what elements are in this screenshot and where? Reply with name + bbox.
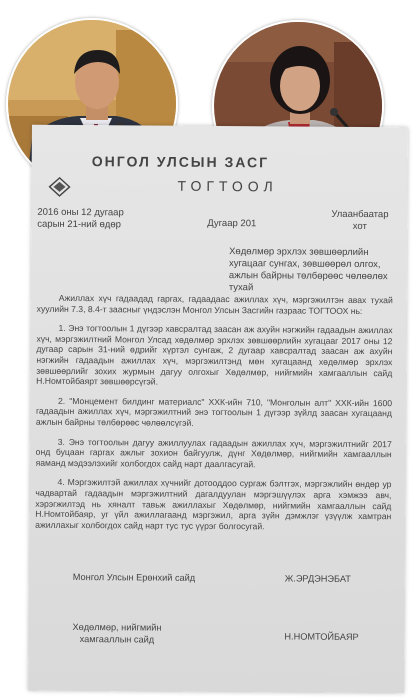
signature-title-labour-minister [72, 621, 161, 646]
city-line-2: хот [352, 220, 367, 233]
paragraph-preamble: Ажиллах хүч гадаадад гаргах, гадаадаас ажиллах хүч, мэргэжилтэн авах тухай хуулийн 7.3, 8.4-т заасныг үндэслэн Монгол Улсын Засгийн газраас ТОГТООХ нь: [36, 292, 393, 316]
document-body [35, 293, 393, 542]
document-subject: Хөдөлмөр эрхлэх зөвшөөрлийн хугацааг сунгах, зөвшөөрөл олгох, ажлын байрны төлбөрөөс чөлөөлөх тухай [228, 246, 388, 294]
city-line-1: Улаанбаатар [331, 208, 389, 221]
signature-name-prime-minister: Ж.ЭРДЭНЭБАТ [284, 573, 351, 584]
paragraph-1: 1. Энэ тогтоолын 1 дүгээр хавсралтад заасан аж ахуйн нэгжийн гадаадын ажиллах хүч, мэргэжилтний Монгол Улсад хөдөлмөр эрхлэх зөвшөөрлийн хугацааг 2017 оны 12 дугаар сарын 31-ний өдрийг хүртэл сунгаж, 2 дугаар хавсралтад заасан аж ахуйн нэгжийн гадаадын ажиллах хүч, мэргэжилтэнд мөн хугацаанд хөдөлмөр эрхлэх зөвшөөрлийг зохих журмын дагуу олгохыг Хөдөлмөр, нийгмийн хамгааллын сайд Н.Номтойбаярт зөвшөөрсүгэй. [36, 323, 393, 387]
document-date [37, 207, 124, 232]
signature-title-line-2: хамгааллын сайд [79, 634, 155, 645]
signature-title-line-1: Хөдөлмөр, нийгмийн [72, 621, 162, 633]
state-emblem-icon [47, 177, 71, 197]
paragraph-3: 3. Энэ тогтоолын дагуу ажиллуулах гадаадын ажиллах хүч, мэргэжилтнийг 2017 онд буцаан гаргах ажлыг зохион байгуулж, дүнг Хөдөлмөр, нийгмийн хамгааллын яаманд мэдээлэхийг холбогдох сайд нарт даалгасугай. [35, 436, 392, 469]
resolution-document [28, 125, 408, 694]
signature-name-labour-minister: Н.НОМТОЙБАЯР [284, 631, 359, 642]
document-number: Дугаар 201 [207, 217, 257, 230]
signature-title-prime-minister: Монгол Улсын Ерөнхий сайд [72, 571, 196, 583]
date-line-1: 2016 оны 12 дугаар [37, 206, 124, 219]
date-line-2: сарын 21-ний өдөр [37, 218, 121, 231]
document-city [331, 209, 388, 233]
document-title: ОНГОЛ УЛСЫН ЗАСГ [91, 153, 270, 171]
document-subtitle: ТОГТООЛ [177, 177, 278, 195]
paragraph-2: 2. "Монцемент билдинг материалс" ХХК-ийн 710, "Монголын алт" ХХК-ийн 1600 гадаадын ажиллах хүч, мэргэжилтний энэ тогтоолын 1 дүгээр зүйлд заасан хугацаанд ажлын байрны төлбөрөөс чөлөөлсүгэй. [35, 395, 393, 428]
paragraph-4: 4. Мэргэжилтэй ажиллах хүчнийг дотооддоо сургаж бэлтгэх, мэргэжлийн өндөр ур чадвартай гадаадын мэргэжилтний дагалдуулан мэргэшүүлэх арга хэмжээ авч, хэрэгжилтэд нь хяналт тавьж ажиллахыг Хөдөлмөр, нийгмийн хамгааллын сайд Н.Номтойбаяр, уг үйл ажиллагаанд мэргэжил, арга зүйн дэмжлэг үзүүлж хамтран ажиллахыг холбогдох сайд нарт тус тус үүрэг болгосугай. [35, 477, 392, 532]
